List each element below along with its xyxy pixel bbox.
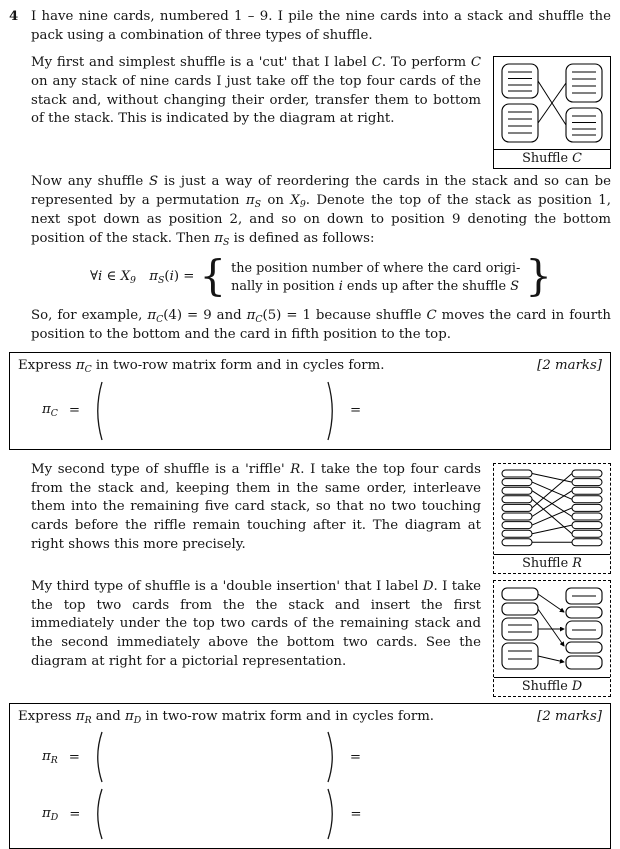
permutation-paragraph: Now any shuffle S is just a way of reordering the cards in the stack and so can be represented by a permutation $\pi_S$ on $X_9$. Denote the top of the stack as position 1, next spot down as position 2, and so on down to position 9 denoting the bottom position of the stack. Then $\pi_S$ is defined as follows:	[31, 173, 611, 248]
equals-sign: =	[350, 403, 362, 419]
answer-box-pi-c	[9, 352, 611, 449]
pi-c-label: $\pi_C$	[42, 402, 58, 420]
shuffle-c-caption: Shuffle C	[494, 149, 610, 168]
brace-line-2: nally in position i ends up after the shuffle S	[231, 278, 519, 294]
equals-sign: =	[69, 806, 81, 822]
pi-c-answer-row	[42, 380, 602, 442]
equals-sign: =	[68, 403, 81, 419]
answer-box-pi-r-pi-d	[9, 703, 611, 849]
shuffle-d-diagram	[493, 580, 611, 697]
close-brace: }	[525, 250, 553, 300]
cut-shuffle-section	[31, 54, 611, 173]
equation-lead: ∀i ∈ $X_9$ $\pi_S(i)$ =	[89, 269, 195, 286]
big-paren-open-icon	[91, 787, 104, 841]
double-insertion-paragraph: My third type of shuffle is a 'double insertion' that I label D. I take the top two cards from the the stack and insert the first immediately under the top two cards of the remaining stack and the second immediately above the bottom two cards. See the diagram at right for a pictorial representation.	[31, 578, 481, 670]
pi-d-answer-row	[42, 787, 602, 841]
cut-paragraph: My first and simplest shuffle is a 'cut' that I label C. To perform C on any stack of nine cards I just take off the top four cards of the stack and, without changing their order, transfer them to bottom of the stack. This is indicated by the diagram at right.	[31, 54, 481, 127]
pi-definition-equation	[31, 250, 611, 300]
problem-number: 4	[9, 9, 19, 24]
card-stack-cut-icon	[498, 61, 606, 145]
big-paren-close-icon	[326, 787, 339, 841]
pi-d-label: $\pi_D$	[42, 805, 59, 823]
answer-box-c-prompt: Express $\pi_C$ in two-row matrix form and in cycles form.	[18, 358, 385, 376]
big-paren-open-icon	[91, 730, 104, 784]
shuffle-d-caption: Shuffle D	[494, 677, 610, 696]
pi-r-label: $\pi_R$	[42, 748, 58, 766]
pi-r-answer-row	[42, 730, 602, 784]
answer-box-c-header	[18, 357, 602, 376]
riffle-paragraph: My second type of shuffle is a 'riffle' R. I take the top four cards from the stack and, keeping them in the same order, interleave them into the remaining five card stack, so that no two touching cards before the riffle remain touching after it. The diagram at right shows this more precisely.	[31, 461, 481, 553]
shuffle-r-caption: Shuffle R	[494, 554, 610, 573]
brace-content	[231, 260, 520, 295]
card-double-insertion-icon	[498, 585, 606, 673]
answer-box-rd-prompt: Express $\pi_R$ and $\pi_D$ in two-row matrix form and in cycles form.	[18, 708, 435, 726]
marks-badge: [2 marks]	[537, 708, 602, 724]
answer-box-rd-header	[18, 708, 602, 727]
problem-header	[9, 8, 611, 46]
marks-badge: [2 marks]	[537, 358, 602, 374]
card-riffle-icon	[498, 468, 606, 550]
open-brace: {	[199, 250, 227, 300]
intro-paragraph: I have nine cards, numbered 1 – 9. I pile the nine cards into a stack and shuffle the pack using a combination of three types of shuffle.	[31, 9, 611, 43]
big-paren-open-icon	[91, 380, 104, 442]
brace-line-1: the position number of where the card origi-	[231, 261, 521, 277]
equals-sign: =	[68, 749, 80, 765]
double-insertion-section	[31, 578, 611, 701]
example-paragraph: So, for example, $\pi_C(4) = 9$ and $\pi_C(5) = 1$ because shuffle C moves the card in fourth position to the bottom and the card in fifth position to the top.	[31, 307, 611, 342]
shuffle-c-diagram	[493, 56, 611, 169]
equals-sign: =	[350, 806, 362, 822]
riffle-shuffle-section	[31, 461, 611, 578]
equals-sign: =	[349, 749, 362, 765]
big-paren-close-icon	[326, 730, 339, 784]
big-paren-close-icon	[326, 380, 339, 442]
shuffle-r-diagram	[493, 463, 611, 574]
